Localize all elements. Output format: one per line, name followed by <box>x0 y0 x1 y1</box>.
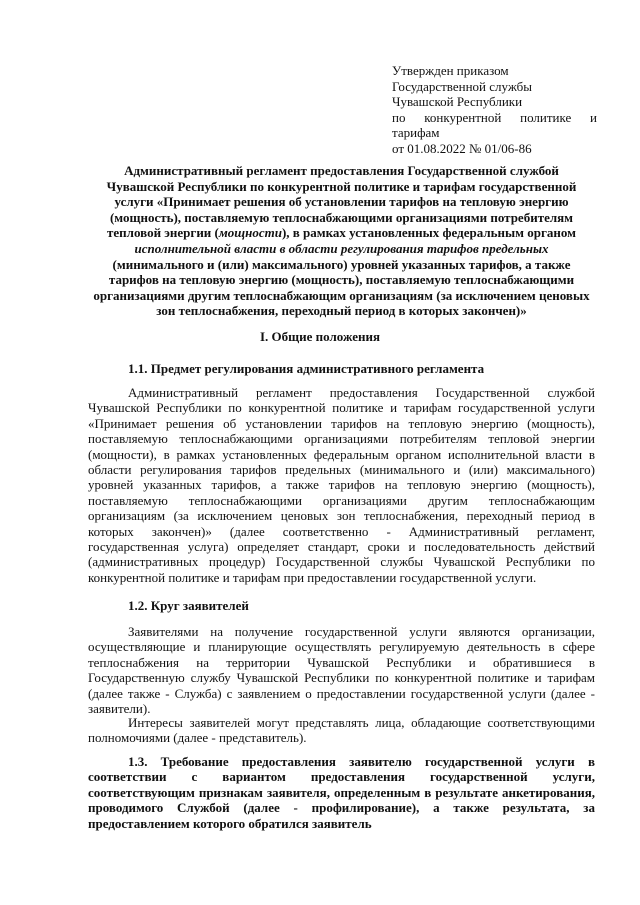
word: (далее <box>229 523 265 539</box>
paragraph-line: (мощности), в рамках установленных федеральным органом исполнительной власти в <box>88 446 595 462</box>
paragraph-1-2 <box>88 624 595 716</box>
paragraph-line: поставляемую теплоснабжающими организациями потребителям тепловой энергии <box>88 431 595 447</box>
word: в <box>588 654 595 670</box>
word: - <box>293 800 298 816</box>
word: Службой <box>177 800 230 816</box>
word: регламент <box>255 385 312 400</box>
word: организациями <box>322 492 407 508</box>
word: профилирование), <box>311 800 420 816</box>
paragraph-line-last: конкурентной политике и тарифам при предоставлении государственной услуги. <box>88 569 537 585</box>
paragraph-line: уровней указанных тарифов, а также тарифов на тепловую энергию (мощность), <box>88 477 595 493</box>
approval-line: Чувашской Республики <box>392 94 523 110</box>
word: организации, <box>521 624 595 639</box>
paragraph-line: области регулирования тарифов предельных (минимального и (или) максимального) <box>88 462 595 478</box>
paragraph-line <box>88 524 595 539</box>
paragraph-line: (административных процедур) Государственной службы Чувашской Республики по <box>88 554 595 570</box>
word: теплоснабжения <box>88 654 179 670</box>
paragraph-line <box>88 493 595 508</box>
paragraph-line: (далее также - Служба) с заявлением о предоставлении государственной услуги (далее - <box>88 685 595 701</box>
word: вариантом <box>222 769 286 785</box>
paragraph-1-3 <box>88 754 595 831</box>
word: теплоснабжающими <box>188 492 302 508</box>
approval-line: Государственной службы <box>392 78 533 94</box>
paragraph-line: организациям (за исключением ценовых зон теплоснабжения, переходный период в <box>88 508 595 524</box>
paragraph-line-last: заявители). <box>88 701 151 717</box>
subsection-heading-1-2: 1.2. Круг заявителей <box>128 598 249 613</box>
paragraph-line <box>88 655 595 670</box>
word: Государственной <box>435 385 530 400</box>
paragraph-line <box>88 800 595 815</box>
approval-date: от 01.08.2022 № 01/06-86 <box>392 140 532 156</box>
word: на <box>196 654 209 670</box>
word: 1.3. <box>128 754 148 769</box>
word: закончен)» <box>151 523 212 539</box>
word: проводимого <box>88 800 164 816</box>
word: регламент, <box>536 523 595 539</box>
word: также <box>453 800 489 816</box>
paragraph-line <box>88 624 595 639</box>
word: Республики <box>386 654 452 670</box>
word: услуги <box>409 624 447 639</box>
section-heading: I. Общие положения <box>260 329 380 344</box>
word: теплоснабжающим <box>488 492 595 508</box>
subsection-heading-1-1: 1.1. Предмет регулирования административного регламента <box>128 361 485 376</box>
word: (далее <box>243 800 280 816</box>
paragraph-representatives <box>88 715 595 746</box>
approval-line: тарифам <box>392 125 440 141</box>
word: Требование <box>160 754 229 769</box>
paragraph-line: «Принимает решения об установлении тарифов на тепловую энергию (мощность), <box>88 415 595 431</box>
paragraph-line: Государственную службу Чувашской Республики по конкурентной политике и тарифам <box>88 670 595 686</box>
paragraph-line-last: предоставлением которого обратился заявитель <box>88 815 372 831</box>
word: а <box>433 800 440 816</box>
paragraph-line: соответствующим признакам заявителя, определенным в результате анкетирования, <box>88 784 595 800</box>
word: соответствии <box>88 769 167 785</box>
document-title: Административный регламент предоставления Государственной службой Чувашской Республики по конкурентной политике и тарифам государственной услуги «Принимает решения об установлении тарифов на тепловую энергию (мощность), поставляемую теплоснабжающими организациями потребителям тепловой энергии (мощности), в рамках установленных федеральным органом исполнительной власти в области регулирования тарифов предельных (минимального и (или) максимального) уровней указанных тарифов, а также тарифов на тепловую энергию (мощность), поставляемую теплоснабжающими организациями другим теплоснабжающим организациям (за исключением ценовых зон теплоснабжения, переходный период в которых закончен)» <box>93 163 590 319</box>
word: и <box>468 654 476 670</box>
word: Административный <box>408 523 519 539</box>
word: за <box>583 800 595 816</box>
word: результата, <box>502 800 570 816</box>
word: государственной <box>424 754 523 769</box>
word: Административный <box>128 385 239 400</box>
approval-stamp <box>392 63 597 157</box>
word: предоставления <box>241 754 336 769</box>
word: предоставления <box>329 385 418 400</box>
word: государственной <box>430 769 528 785</box>
word: государственной <box>304 624 398 639</box>
word: заявителю <box>349 754 412 769</box>
word: получение <box>234 624 294 639</box>
word: Заявителями <box>128 624 199 639</box>
paragraph-line <box>88 385 595 400</box>
word: на <box>210 624 223 639</box>
word: территории <box>226 654 291 670</box>
paragraph-line: осуществляющие и планирующие осуществлять регулируемую деятельность в сфере <box>88 639 595 655</box>
word: предоставления <box>310 769 406 785</box>
word: другим <box>427 492 468 508</box>
paragraph-line <box>88 769 595 784</box>
word: услуги <box>535 754 575 769</box>
paragraph-line-last: полномочиями (далее - представитель). <box>88 730 307 746</box>
paragraph-line: Интересы заявителей могут представлять лица, обладающие соответствующими <box>128 715 595 730</box>
paragraph-line <box>88 754 595 769</box>
word: поставляемую <box>88 492 168 508</box>
paragraph-line: Чувашской Республики по конкурентной политике и тарифам государственной услуги <box>88 400 595 416</box>
word: обратившиеся <box>492 654 572 670</box>
approval-line: Утвержден приказом <box>392 63 509 78</box>
word: с <box>191 769 198 785</box>
word: являются <box>458 624 511 639</box>
word: - <box>386 523 391 539</box>
word: соответственно <box>282 523 369 539</box>
approval-line: по конкурентной политике и <box>392 109 597 125</box>
word: которых <box>88 523 134 539</box>
word: услуги, <box>552 769 595 785</box>
paragraph-1-1 <box>88 385 595 585</box>
word: в <box>587 754 595 769</box>
word: Чувашской <box>307 654 369 670</box>
word: службой <box>547 385 595 400</box>
paragraph-line: государственная услуга) определяет стандарт, сроки и последовательность действий <box>88 539 595 555</box>
